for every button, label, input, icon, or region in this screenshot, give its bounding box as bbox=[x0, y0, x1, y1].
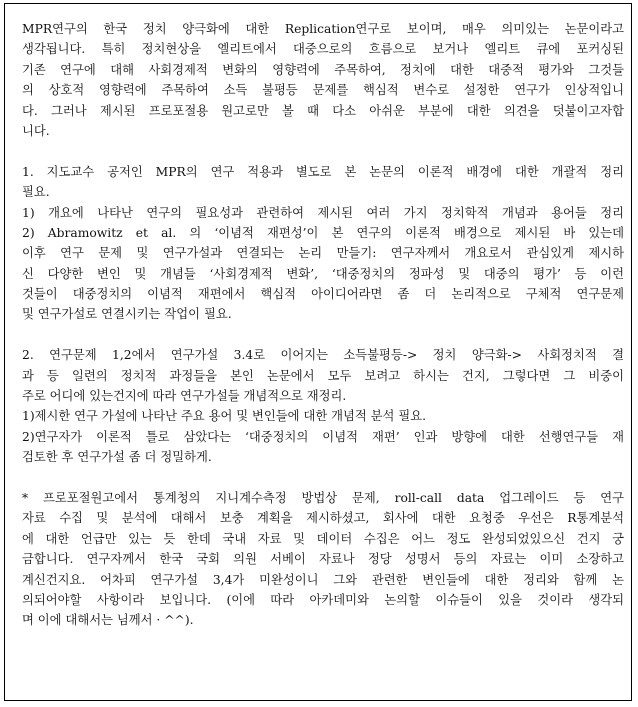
text-line: 주로 어디에 있는건지에 따라 연구가설들 개념적으로 재정리. bbox=[22, 389, 347, 404]
text-line: 이후 연구 문제 및 연구가설과 연결되는 논리 만들기: 연구자께서 개요로서 관심있게 제시하 bbox=[22, 246, 624, 261]
text-line: 2. 연구문제 1,2에서 연구가설 3.4로 이어지는 소득불평등-> 정치 양극화-> 사회정치적 결 bbox=[22, 348, 624, 363]
paragraph-gap bbox=[22, 325, 624, 345]
text-line: 검토한 후 연구가설 좀 더 정밀하게. bbox=[22, 450, 212, 465]
text-line: 생각됩니다. 특히 정치현상을 엘리트에서 대중으로의 흐름으로 보거나 엘리트 큐에 포커싱된 bbox=[22, 42, 624, 57]
text-line: 1)제시한 연구 가설에 나타난 주요 용어 및 변인들에 대한 개념적 분석 필요. bbox=[22, 409, 427, 424]
text-line: MPR연구의 한국 정치 양극화에 대한 Replication연구로 보이며, 매우 의미있는 논문이라고 bbox=[22, 22, 624, 36]
paragraph-gap bbox=[22, 468, 624, 488]
text-line: 1. 지도교수 공저인 MPR의 연구 적용과 별도로 본 논문의 이론적 배경에 대한 개괄적 정리 bbox=[22, 164, 624, 179]
text-line: 다. 그러나 제시된 프로포절용 원고로만 볼 때 다소 아쉬운 부분에 대한 의견을 덧붙이고자합 bbox=[22, 103, 624, 118]
text-line: 계신건지요. 어차피 연구가설 3,4가 미완성이니 그와 관련한 변인들에 대한 정리와 함께 논 bbox=[22, 572, 624, 587]
text-line: 필요. bbox=[22, 185, 50, 200]
text-line: 자료 수집 및 분석에 대해서 보충 계획을 제시하셨고, 회사에 대한 요청중 우선은 R통계분석 bbox=[22, 511, 624, 526]
text-line: 의 상호적 영향력에 주목하여 소득 불평등 문제를 핵심적 변수로 설정한 연구가 인상적입니 bbox=[22, 83, 624, 98]
text-line: 신 다양한 변인 및 개념들 ‘사회경제적 변화’, ‘대중정치의 정파성 및 대중의 평가’ 등 이런 bbox=[22, 266, 624, 281]
text-line: 금합니다. 연구자께서 한국 국회 의원 서베이 자료나 정당 성명서 등의 자료는 이미 소장하고 bbox=[22, 552, 624, 567]
text-line: 2)연구자가 이론적 틀로 삼았다는 ‘대중정치의 이념적 재편’ 인과 방향에 대한 선행연구들 재 bbox=[22, 429, 624, 444]
paragraph-section-1 bbox=[22, 162, 624, 325]
paragraph-gap bbox=[22, 141, 624, 161]
text-line: 1) 개요에 나타난 연구의 필요성과 관련하여 제시된 여러 가지 정치학적 개념과 용어들 정리 bbox=[22, 205, 624, 220]
text-line: * 프로포절원고에서 통계청의 지니계수측정 방법상 문제, roll-call data 업그레이드 등 연구 bbox=[22, 490, 624, 505]
text-line: 니다. bbox=[22, 123, 50, 138]
document-body bbox=[22, 19, 624, 631]
text-line: 및 연구가설로 연결시키는 작업이 필요. bbox=[22, 307, 232, 322]
text-line: 의되어야할 사항이라 보입니다. (이에 따라 아카데미와 논의할 이슈들이 있을 것이라 생각되 bbox=[22, 592, 624, 607]
text-line: 며 이에 대해서는 님께서 · ^^). bbox=[22, 613, 194, 628]
text-line: 것들이 대중정치의 이념적 재편에서 핵심적 아이디어라면 좀 더 논리적으로 구체적 연구문제 bbox=[22, 287, 624, 302]
text-line: 과 등 일련의 정치적 과정들을 본인 논문에서 모두 보려고 하시는 건지, 그렇다면 그 비중이 bbox=[22, 368, 624, 383]
text-line: 에 대한 언급만 있는 듯 한데 국내 자료 및 데이터 수집은 어느 정도 완성되었있으신 건지 궁 bbox=[22, 531, 624, 546]
paragraph-note bbox=[22, 488, 624, 631]
document-frame bbox=[4, 3, 632, 701]
text-line: 기존 연구에 대해 사회경제적 변화의 영향력에 주목하여, 정치에 대한 대중적 평가와 그것들 bbox=[22, 62, 624, 77]
paragraph-section-2 bbox=[22, 345, 624, 467]
text-line: 2) Abramowitz et al. 의 ‘이념적 재편성’이 본 연구의 이론적 배경으로 제시된 바 있는데 bbox=[22, 225, 624, 240]
paragraph-intro bbox=[22, 19, 624, 141]
